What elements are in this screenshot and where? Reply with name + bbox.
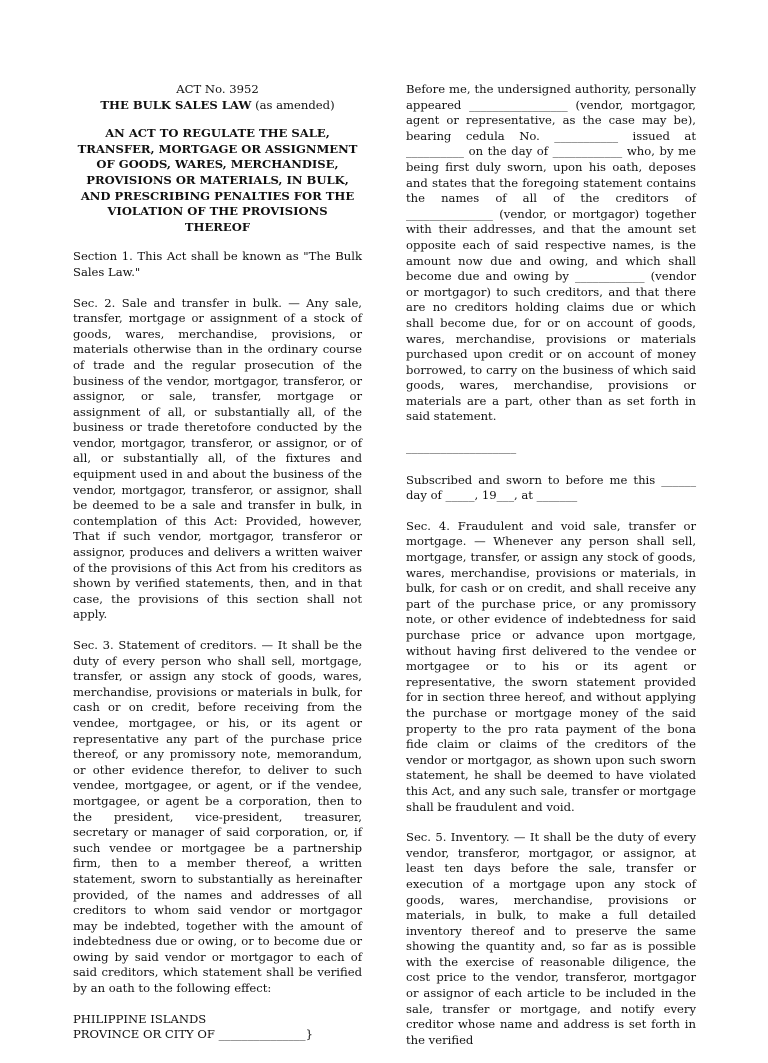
section-3: Sec. 3. Statement of creditors. — It shall be the duty of every person who shall sell, mortgage, transfer, or assign any stock of goods, wares, merchandise, provisions or materials in bulk, for cash or on credit, before receiving from the vendee, mortgagee, or his, or its agent or representative any part of the purchase price thereof, or any promissory note, memorandum, or other evidence therefor, to deliver to such vendee, mortgagee, or agent, or if the vendee, mortgagee, or agent be a corporation, then to the president, vice-president, treasurer, secretary or manager of said corporation, or, if such vendee or mortgagee be a partnership firm, then to a member thereof, a written statement, sworn to substantially as hereinafter provided, of the names and addresses of all creditors to whom said vendor or mortgagor may be indebted, together with the amount of indebtedness due or owing, or to become due or owing by said vendor or mortgagor to each of said creditors, which statement shall be verified by an oath to the following effect: [73,638,362,996]
act-name-line [73,98,362,114]
act-subtitle: AN ACT TO REGULATE THE SALE, TRANSFER, MORTGAGE OR ASSIGNMENT OF GOODS, WARES, MERCHANDISE, PROVISIONS OR MATERIALS, IN BULK, AND PRESCRIBING PENALTIES FOR THE VIOLATION OF THE PROVISIONS THEREOF [77,126,358,234]
section-4: Sec. 4. Fraudulent and void sale, transfer or mortgage. — Whenever any person shall sell, mortgage, transfer, or assign any stock of goods, wares, merchandise, provisions or materials, in bulk, for cash or on credit, and shall receive any part of the purchase price, or any promissory note, or other evidence of indebtedness for said purchase price or advance upon mortgage, without having first delivered to the vendee or mortgagee or to his or its agent or representative, the sworn statement provided for in section three hereof, and without applying the purchase or mortgage money of the said property to the pro rata payment of the bona fide claim or claims of the creditors of the vendor or mortgagor, as shown upon such sworn statement, he shall be deemed to have violated this Act, and any such sale, transfer or mortgage shall be fraudulent and void. [406,518,696,814]
left-column [73,82,362,1043]
right-column [406,82,696,1063]
venue-line-1: PHILIPPINE ISLANDS [73,1011,207,1026]
act-name-suffix: (as amended) [251,97,335,112]
section-1: Section 1. This Act shall be known as "The Bulk Sales Law." [73,249,362,279]
venue-line-2: PROVINCE OR CITY OF _______________} [73,1027,313,1042]
act-name: THE BULK SALES LAW [100,97,252,112]
document-title [73,82,362,113]
section-5: Sec. 5. Inventory. — It shall be the duty of every vendor, transferor, mortgagor, or assignor, at least ten days before the sale, transfer or execution of a mortgage upon any stock of goods, wares, merchandise, provisions or materials, in bulk, to make a full detailed inventory thereof and to preserve the same showing the quantity and, so far as is possible with the exercise of reasonable diligence, the cost price to the vendor, transferor, mortgagor or assignor of each article to be included in the sale, transfer or mortgage, and notify every creditor whose name and address is set forth in the verified [406,830,696,1047]
section-2: Sec. 2. Sale and transfer in bulk. — Any sale, transfer, mortgage or assignment of a stock of goods, wares, merchandise, provisions, or materials otherwise than in the ordinary course of trade and the regular prosecution of the business of the vendor, mortgagor, transferor, or assignor, or sale, transfer, mortgage or assignment of all, or substantially all, of the business or trade theretofore conducted by the vendor, mortgagor, transferor, or assignor, or of all, or substantially all, of the fixtures and equipment used in and about the business of the vendor, mortgagor, transferor, or assignor, shall be deemed to be a sale and transfer in bulk, in contemplation of this Act: Provided, however, That if such vendor, mortgagor, transferor or assignor, produces and delivers a written waiver of the provisions of this Act from his creditors as shown by verified statements, then, and in that case, the provisions of this section shall not apply. [73,295,362,622]
jurat-text: Subscribed and sworn to before me this ______ day of _____, 19___, at _______ [406,472,696,503]
affidavit-text: Before me, the undersigned authority, personally appeared _________________ (vendor, mortgagor, agent or representative, as the case may be), bearing cedula No. ___________ issued at __________ on the day of ____________ who, by me being first duly sworn, upon his oath, deposes and states that the foregoing statement contains the names of all of the creditors of _______________ (vendor, or mortgagor) together with their addresses, and that the amount set opposite each of said respective names, is the amount now due and owing, and which shall become due and owing by ____________ (vendor or mortgagor) to such creditors, and that there are no creditors holding claims due or which shall become due, for or on account of goods, wares, merchandise, provisions or materials purchased upon credit or on account of money borrowed, to carry on the business of which said goods, wares, merchandise, provisions or materials are a part, other than as set forth in said statement. [406,82,696,424]
act-number: ACT No. 3952 [176,82,259,96]
signature-line: ___________________ [406,440,517,455]
